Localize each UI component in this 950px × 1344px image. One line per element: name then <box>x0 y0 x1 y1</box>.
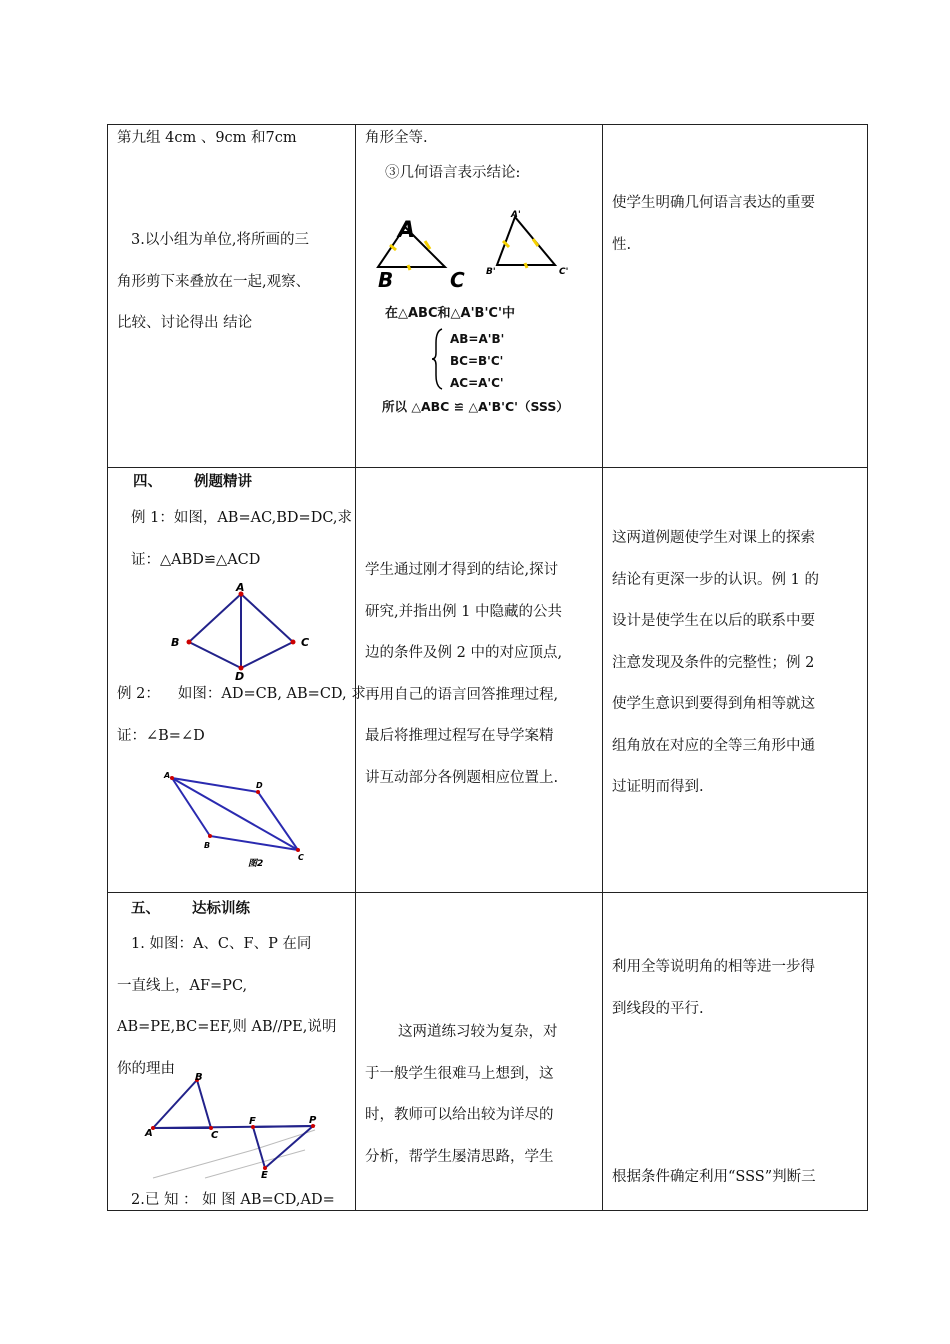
group-nine-text: 第九组 4cm 、9cm 和7cm <box>117 130 297 146</box>
vertex-label-a: A <box>145 1128 153 1139</box>
triangle-a-prime-figure <box>485 205 575 285</box>
purpose-text-1: 使学生明确几何语言表达的重要 性. <box>612 195 815 253</box>
proof-condition-title: 在△ABC和△A'B'C'中 <box>385 306 515 321</box>
vertex-label-b: B <box>171 636 180 649</box>
vertex-label-d: D <box>256 781 263 790</box>
triangle-abc-figure <box>370 205 480 295</box>
vertex-label-e: E <box>261 1170 268 1181</box>
quadrilateral-figure-abcd <box>158 768 318 878</box>
vertex-label-b: B <box>204 841 211 850</box>
section-heading-practice: 五、 达标训练 <box>131 901 250 917</box>
teacher-guidance-text: 这两道练习较为复杂，对 于一般学生很难马上想到，这 时，教师可以给出较为详尽的 分析，帮学生屡清思路，学生 <box>365 1024 558 1165</box>
question1-text: 1. 如图：A、C、F、P 在同 一直线上，AF=PC, AB=PE,BC=EF,则 AB//PE,说明 你的理由 <box>117 936 337 1077</box>
vertex-label-d: D <box>235 670 245 683</box>
student-activity-text: 学生通过刚才得到的结论,探讨 研究,并指出例 1 中隐藏的公共 边的条件及例 2 中的对应顶点, 再用自己的语言回答推理过程, 最后将推理过程写在导学案精 讲互动部分各例题相应位置上. <box>365 562 563 786</box>
vertex-label-c: C <box>301 636 310 649</box>
example2-line1: 例 2： 如图：AD=CB, AB=CD, 求 <box>117 686 366 702</box>
purpose-text-3: 利用全等说明角的相等进一步得 到线段的平行. <box>612 959 815 1017</box>
condition-ab: AB=A'B' <box>450 332 505 346</box>
example2-line2: 证：∠B=∠D <box>117 728 205 744</box>
figure-caption: 图2 <box>248 859 264 869</box>
parallel-figure <box>145 1070 345 1190</box>
section-heading-examples: 四、 例题精讲 <box>133 474 252 490</box>
vertex-label-c: C <box>298 853 304 862</box>
brace-icon <box>432 329 444 389</box>
step3-text: 3.以小组为单位,将所画的三 角形剪下来叠放在一起,观察、 比较、讨论得出 结论 <box>117 232 311 331</box>
vertex-label-c: C <box>211 1130 219 1141</box>
conclusion-heading: ③几何语言表示结论: <box>385 165 521 181</box>
vertex-label-a: A <box>164 771 171 780</box>
row-divider <box>108 467 867 468</box>
condition-ac: AC=A'C' <box>450 376 504 390</box>
continuation-text: 角形全等. <box>365 130 428 146</box>
column-divider <box>355 125 356 1210</box>
column-divider <box>602 125 603 1210</box>
vertex-label-a-prime: A' <box>511 210 521 220</box>
vertex-label-a: A <box>236 581 245 594</box>
vertex-label-b: B <box>378 268 394 292</box>
purpose-text-2: 这两道例题使学生对课上的探索 结论有更深一步的认识。例 1 的 设计是使学生在以后的联系中要 注意发现及条件的完整性；例 2 使学生意识到要得到角相等就这 组角放在对应的全等三角形中通 过证明而得到. <box>612 530 819 795</box>
question2-text: 2.已 知 ： 如 图 AB=CD,AD= <box>131 1192 335 1208</box>
vertex-label-b-prime: B' <box>486 267 496 277</box>
vertex-label-c-prime: C' <box>559 267 569 277</box>
vertex-label-p: P <box>309 1115 317 1126</box>
vertex-label-f: F <box>249 1116 256 1127</box>
row-divider <box>108 892 867 893</box>
vertex-label-c: C <box>450 268 465 292</box>
vertex-label-a: A <box>398 218 416 243</box>
kite-figure-abcd <box>165 580 325 683</box>
condition-bc: BC=B'C' <box>450 354 504 368</box>
vertex-label-b: B <box>195 1072 203 1083</box>
sss-conclusion: 所以 △ABC ≌ △A'B'C'（SSS） <box>382 399 569 414</box>
purpose-text-4: 根据条件确定利用“SSS”判断三 <box>612 1169 816 1185</box>
example1-text: 例 1：如图，AB=AC,BD=DC,求 证：△ABD≌△ACD <box>131 510 353 568</box>
